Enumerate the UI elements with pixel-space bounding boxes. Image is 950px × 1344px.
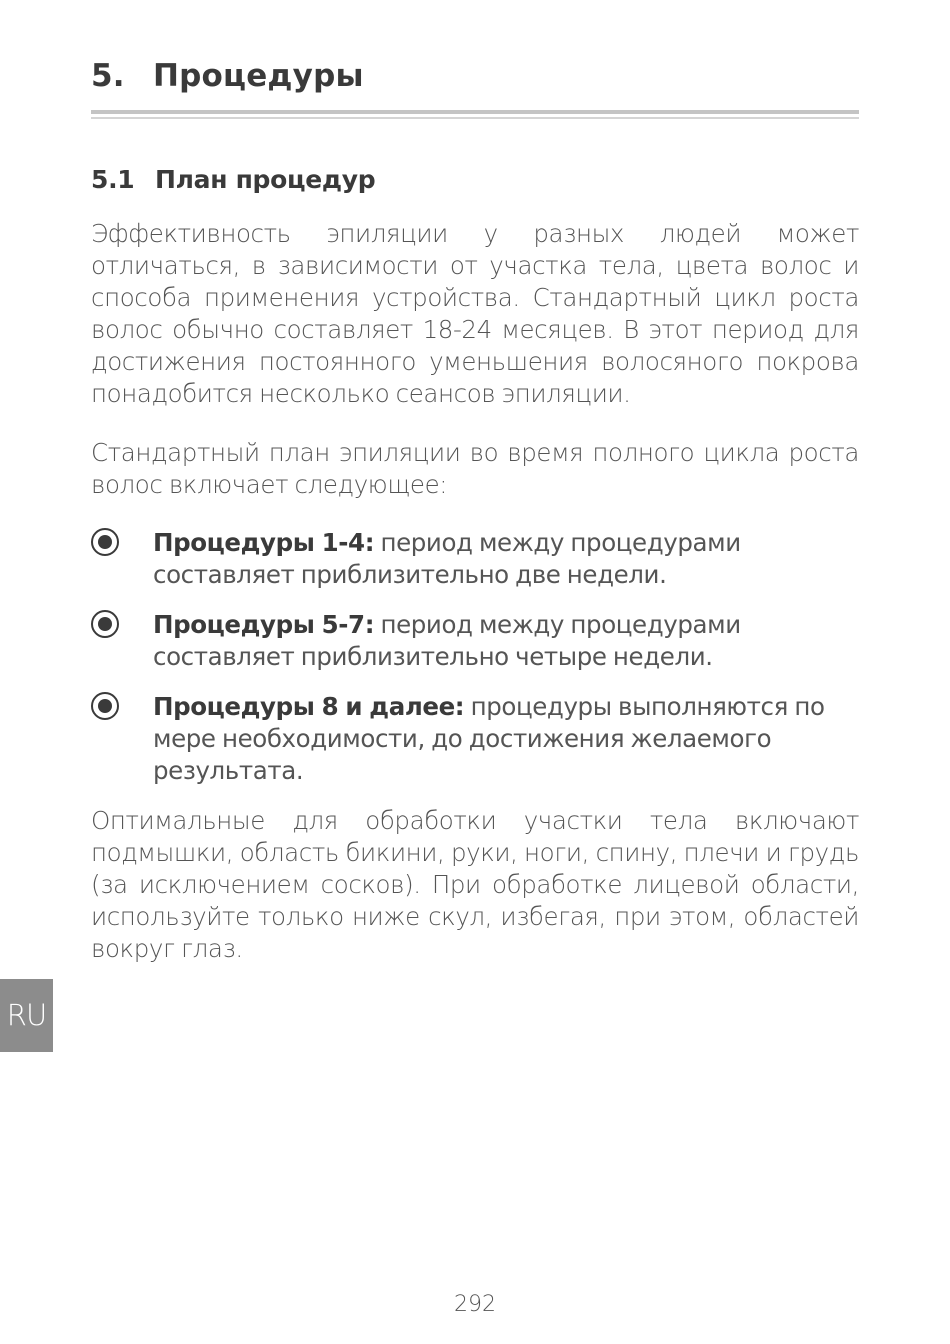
list-item [91, 609, 859, 673]
list-item [91, 691, 859, 787]
list-item [91, 527, 859, 591]
plan-intro-paragraph: Стандартный план эпиляции во время полного цикла роста волос включает следующее: [91, 438, 859, 499]
chapter-heading [91, 58, 364, 94]
heading-divider-thin [91, 117, 859, 119]
heading-divider [91, 110, 859, 114]
radio-bullet-icon [91, 610, 119, 638]
section-heading [91, 165, 375, 194]
list-item-text: период между процедурами составляет приблизительно четыре недели. [153, 610, 741, 671]
list-item-lead: Процедуры 5-7: [153, 610, 375, 639]
list-item-text: процедуры выполняются по мере необходимости, до достижения желаемого результата. [153, 692, 825, 785]
list-item-lead: Процедуры 8 и далее: [153, 692, 465, 721]
language-tab: RU [0, 979, 53, 1052]
chapter-title: Процедуры [153, 58, 364, 94]
procedure-list [91, 527, 859, 787]
list-item-lead: Процедуры 1-4: [153, 528, 375, 557]
intro-paragraph: Эффективность эпиляции у разных людей может отличаться, в зависимости от участка тела, цвета волос и способа применения устройства. Стандартный цикл роста волос обычно составляет 18-24 месяцев. В этот период для достижения постоянного уменьшения волосяного покрова понадобится несколько сеансов эпиляции. [91, 219, 859, 408]
radio-bullet-icon [91, 692, 119, 720]
radio-bullet-icon [91, 528, 119, 556]
body-areas-paragraph: Оптимальные для обработки участки тела включают подмышки, область бикини, руки, ноги, спину, плечи и грудь (за исключением сосков). При обработке лицевой области, используйте только ниже скул, избегая, при этом, областей вокруг глаз. [91, 806, 859, 963]
section-number: 5.1 [91, 165, 135, 194]
chapter-number: 5. [91, 58, 125, 94]
list-item-text: период между процедурами составляет приблизительно две недели. [153, 528, 741, 589]
page-number: 292 [454, 1292, 496, 1317]
section-title: План процедур [155, 165, 376, 194]
